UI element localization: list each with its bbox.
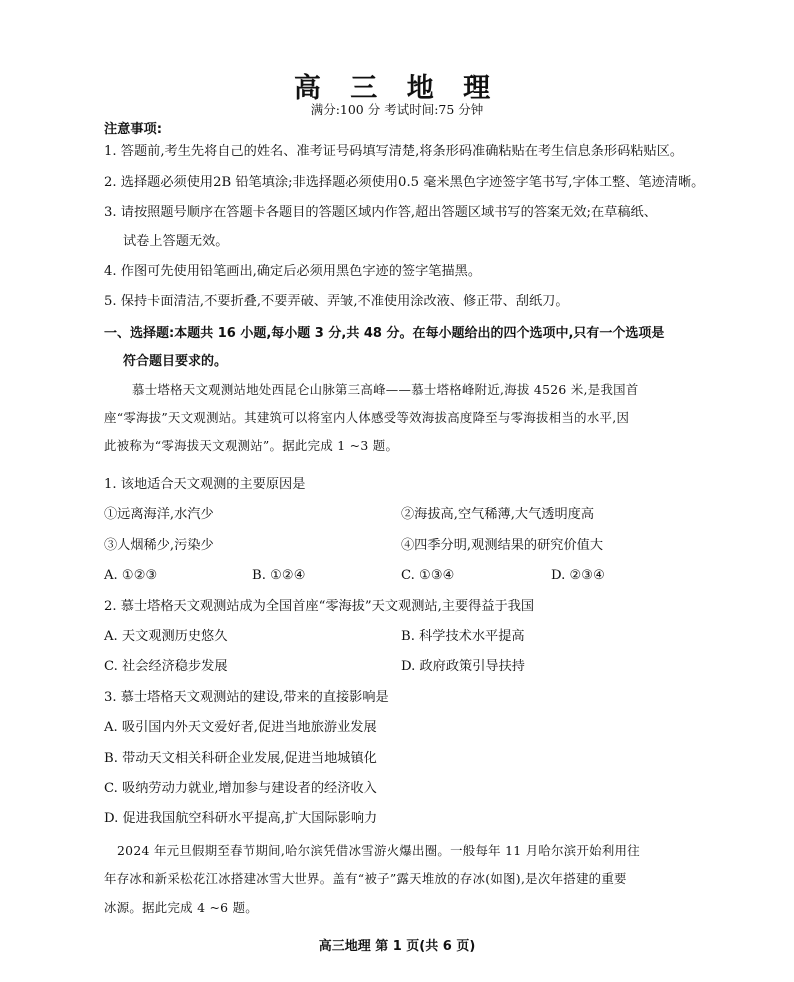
section-heading: 一、选择题:本题共 16 小题,每小题 3 分,共 48 分。在每小题给出的四个选项中,只有一个选项是 [104, 326, 665, 341]
note-item: 试卷上答题无效。 [123, 234, 229, 249]
statement: ③人烟稀少,污染少 [104, 538, 214, 553]
exam-info: 满分:100 分 考试时间:75 分钟 [310, 102, 484, 117]
passage-line: 此被称为“零海拔天文观测站”。据此完成 1 ~3 题。 [104, 438, 399, 453]
statement: ④四季分明,观测结果的研究价值大 [401, 538, 604, 553]
section-heading-cont: 符合题目要求的。 [123, 354, 228, 369]
question-stem: 3. 慕士塔格天文观测站的建设,带来的直接影响是 [104, 690, 389, 705]
passage-line: 年存冰和新采松花江冰搭建冰雪大世界。盖有“被子”露天堆放的存冰(如图),是次年搭建的重要 [104, 871, 627, 886]
passage-line: 座“零海拔”天文观测站。其建筑可以将室内人体感受等效海拔高度降至与零海拔相当的水平,因 [104, 410, 630, 425]
passage-line: 冰源。据此完成 4 ~6 题。 [104, 900, 258, 915]
option-b: B. 科学技术水平提高 [401, 629, 525, 644]
passage-line: 慕士塔格天文观测站地处西昆仑山脉第三高峰——慕士塔格峰附近,海拔 4526 米,是我国首 [132, 382, 639, 397]
option-d: D. ②③④ [551, 568, 605, 583]
note-item: 3. 请按照题号顺序在答题卡各题目的答题区域内作答,超出答题区域书写的答案无效;在草稿纸、 [104, 205, 657, 220]
option-a: A. 吸引国内外天文爱好者,促进当地旅游业发展 [104, 720, 377, 735]
page-footer: 高三地理 第 1 页(共 6 页) [318, 939, 476, 954]
note-item: 1. 答题前,考生先将自己的姓名、准考证号码填写清楚,将条形码准确粘贴在考生信息条形码粘贴区。 [104, 144, 684, 159]
option-b: B. 带动天文相关科研企业发展,促进当地城镇化 [104, 751, 377, 766]
option-b: B. ①②④ [252, 568, 306, 583]
note-item: 5. 保持卡面清洁,不要折叠,不要弄破、弄皱,不准使用涂改液、修正带、刮纸刀。 [104, 294, 569, 309]
option-c: C. 社会经济稳步发展 [104, 659, 228, 674]
option-a: A. ①②③ [104, 568, 158, 583]
page-title: 高 三 地 理 [293, 73, 501, 104]
note-item: 2. 选择题必须使用2B 铅笔填涂;非选择题必须使用0.5 毫米黑色字迹签字笔书写,字体工整、笔迹清晰。 [104, 175, 705, 190]
option-c: C. 吸纳劳动力就业,增加参与建设者的经济收入 [104, 781, 377, 796]
question-stem: 2. 慕士塔格天文观测站成为全国首座“零海拔”天文观测站,主要得益于我国 [104, 599, 535, 614]
passage-line: 2024 年元旦假期至春节期间,哈尔滨凭借冰雪游火爆出圈。一般每年 11 月哈尔滨开始利用往 [117, 843, 640, 858]
statement: ②海拔高,空气稀薄,大气透明度高 [401, 507, 595, 522]
statement: ①远离海洋,水汽少 [104, 507, 214, 522]
option-c: C. ①③④ [401, 568, 455, 583]
question-stem: 1. 该地适合天文观测的主要原因是 [104, 477, 306, 492]
notes-heading: 注意事项: [104, 122, 163, 137]
option-d: D. 促进我国航空科研水平提高,扩大国际影响力 [104, 811, 378, 826]
option-d: D. 政府政策引导扶持 [401, 659, 525, 674]
note-item: 4. 作图可先使用铅笔画出,确定后必须用黑色字迹的签字笔描黑。 [104, 264, 482, 279]
option-a: A. 天文观测历史悠久 [104, 629, 228, 644]
